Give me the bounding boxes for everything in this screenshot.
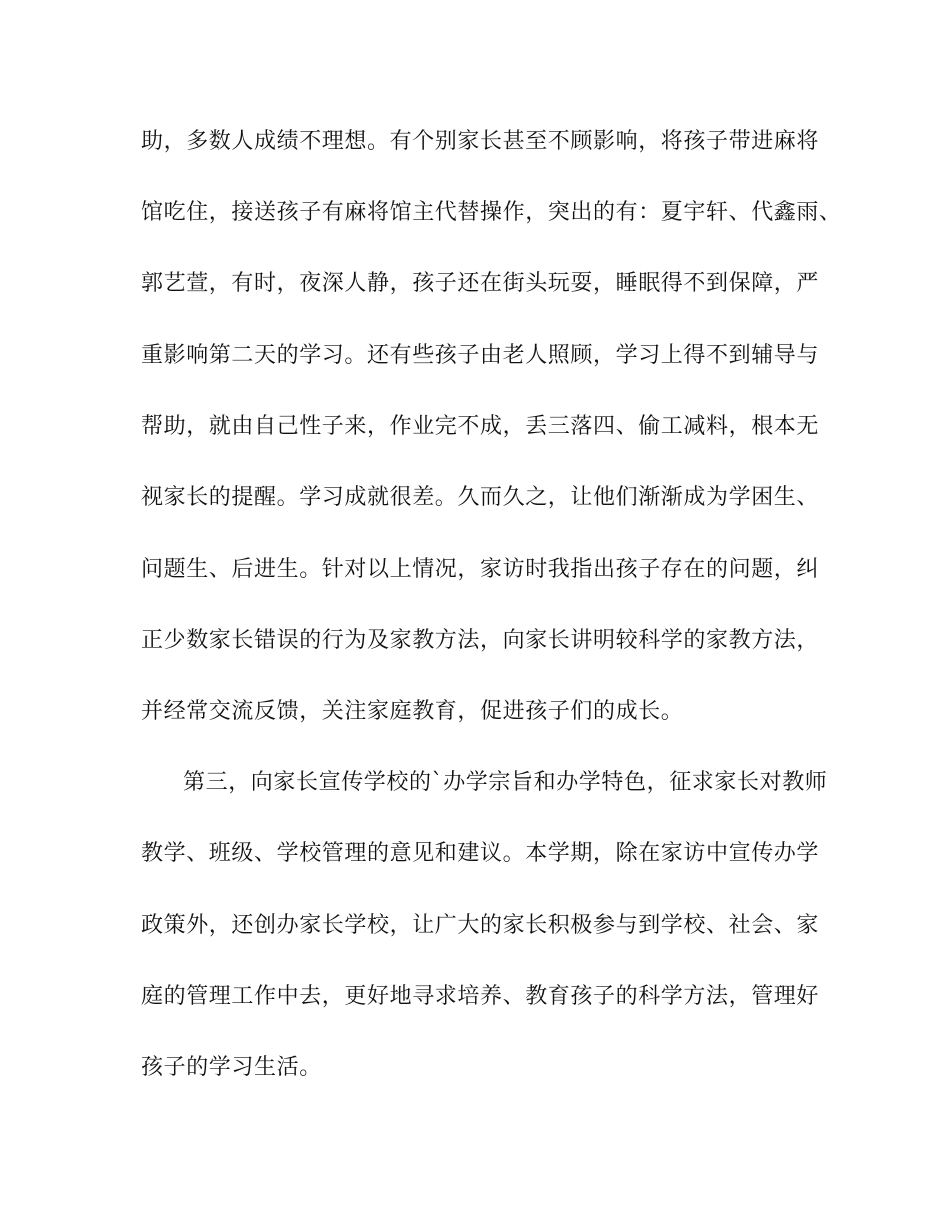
text-line: 视家长的提醒。学习成就很差。久而久之，让他们渐渐成为学困生、 xyxy=(141,485,820,510)
text-line: 正少数家长错误的行为及家教方法，向家长讲明较科学的家教方法， xyxy=(141,628,820,653)
text-line: 馆吃住，接送孩子有麻将馆主代替操作，突出的有：夏宇轩、代鑫雨、 xyxy=(141,200,842,225)
text-line: 政策外，还创办家长学校，让广大的家长积极参与到学校、社会、家 xyxy=(141,913,820,938)
text-line: 庭的管理工作中去，更好地寻求培养、教育孩子的科学方法，管理好 xyxy=(141,984,820,1009)
text-line: 孩子的学习生活。 xyxy=(141,1055,322,1080)
text-line: 教学、班级、学校管理的意见和建议。本学期，除在家访中宣传办学 xyxy=(141,841,820,866)
text-line: 郭艺萱，有时，夜深人静，孩子还在街头玩耍，睡眠得不到保障，严 xyxy=(141,271,820,296)
text-line: 并经常交流反馈，关注家庭教育，促进孩子们的成长。 xyxy=(141,699,684,724)
text-line: 重影响第二天的学习。还有些孩子由老人照顾，学习上得不到辅导与 xyxy=(141,343,820,368)
paragraph-start-line: 第三，向家长宣传学校的`办学宗旨和办学特色，征求家长对教师 xyxy=(183,770,828,795)
text-line: 帮助，就由自己性子来，作业完不成，丢三落四、偷工减料，根本无 xyxy=(141,414,820,439)
text-line: 助，多数人成绩不理想。有个别家长甚至不顾影响，将孩子带进麻将 xyxy=(141,129,820,154)
text-line: 问题生、后进生。针对以上情况，家访时我指出孩子存在的问题，纠 xyxy=(141,557,820,582)
